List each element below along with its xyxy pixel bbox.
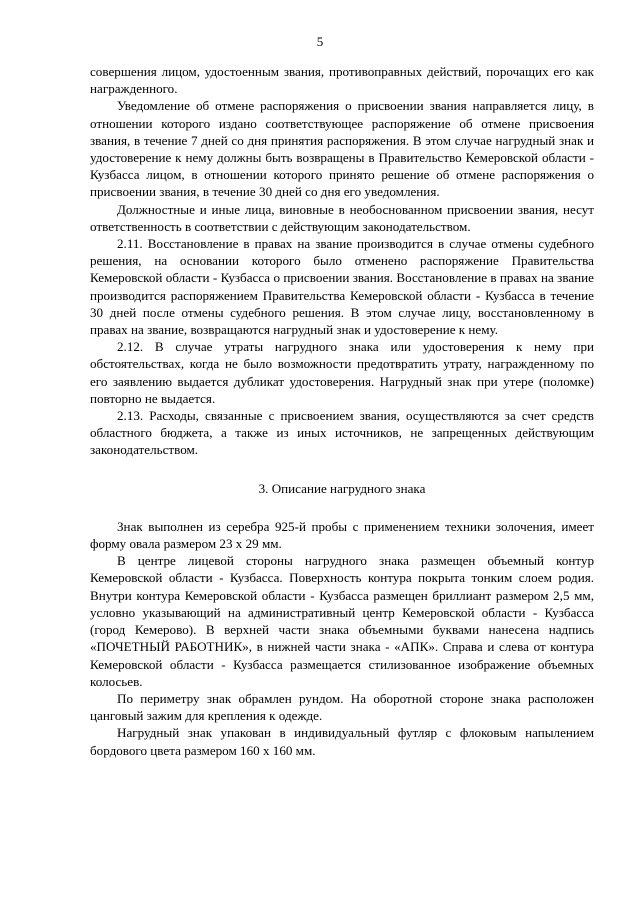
paragraph-notification: Уведомление об отмене распоряжения о присвоении звания направляется лицу, в отношении которого издано соответствующее распоряжение об отмене присвоения звания, в течение 7 дней со дня принятия распоряжения. В этом случае нагрудный знак и удостоверение к нему должны быть возвращены в Правительство Кемеровской области - Кузбасса лицом, в отношении которого принято решение об отмене распоряжения о присвоении звания, в течение 30 дней со дня его уведомления. [90, 98, 594, 200]
document-body [90, 63, 594, 759]
page-number: 5 [316, 34, 324, 49]
paragraph-perimeter: По периметру знак обрамлен рундом. На оборотной стороне знака расположен цанговый зажим для крепления к одежде. [90, 690, 594, 724]
paragraph-continuation: совершения лицом, удостоенным звания, противоправных действий, порочащих его как награжденного. [90, 64, 594, 97]
paragraph-2-13: 2.13. Расходы, связанные с присвоением звания, осуществляются за счет средств областного бюджета, а также из иных источников, не запрещенных действующим законодательством. [90, 408, 594, 458]
paragraph-2-12: 2.12. В случае утраты нагрудного знака или удостоверения к нему при обстоятельствах, когда не было возможности предотвратить утрату, награжденному по его заявлению выдается дубликат удостоверения. Нагрудный знак при утере (поломке) повторно не выдается. [90, 339, 594, 406]
paragraph-2-11: 2.11. Восстановление в правах на звание производится в случае отмены судебного решения, на основании которого было отменено распоряжение Правительства Кемеровской области - Кузбасса о присвоении звания. Восстановление в правах на звание производится распоряжением Правительства Кемеровской области - Кузбасса в течение 30 дней после отмены судебного решения. В этом случае лицу, восстановленному в правах на звание, возвращаются нагрудный знак и удостоверение к нему. [90, 236, 594, 338]
paragraph-front-side: В центре лицевой стороны нагрудного знака размещен объемный контур Кемеровской области - Кузбасса. Поверхность контура покрыта тонким слоем родия. Внутри контура Кемеровской области - Кузбасса размещен бриллиант размером 2,5 мм, условно указывающий на административный центр Кемеровской области - Кузбасса (город Кемерово). В верхней части знака объемными буквами нанесена надпись «ПОЧЕТНЫЙ РАБОТНИК», в нижней части знака - «АПК». Справа и слева от контура Кемеровской области - Кузбасса размещается стилизованное изображение объемных колосьев. [90, 553, 594, 689]
paragraph-material: Знак выполнен из серебра 925-й пробы с применением техники золочения, имеет форму овала размером 23 x 29 мм. [90, 518, 594, 552]
section-heading: 3. Описание нагрудного знака [258, 480, 426, 496]
paragraph-packaging: Нагрудный знак упакован в индивидуальный футляр с флоковым напылением бордового цвета размером 160 x 160 мм. [90, 725, 594, 758]
paragraph-responsibility: Должностные и иные лица, виновные в необоснованном присвоении звания, несут ответственность в соответствии с действующим законодательством. [90, 201, 594, 234]
